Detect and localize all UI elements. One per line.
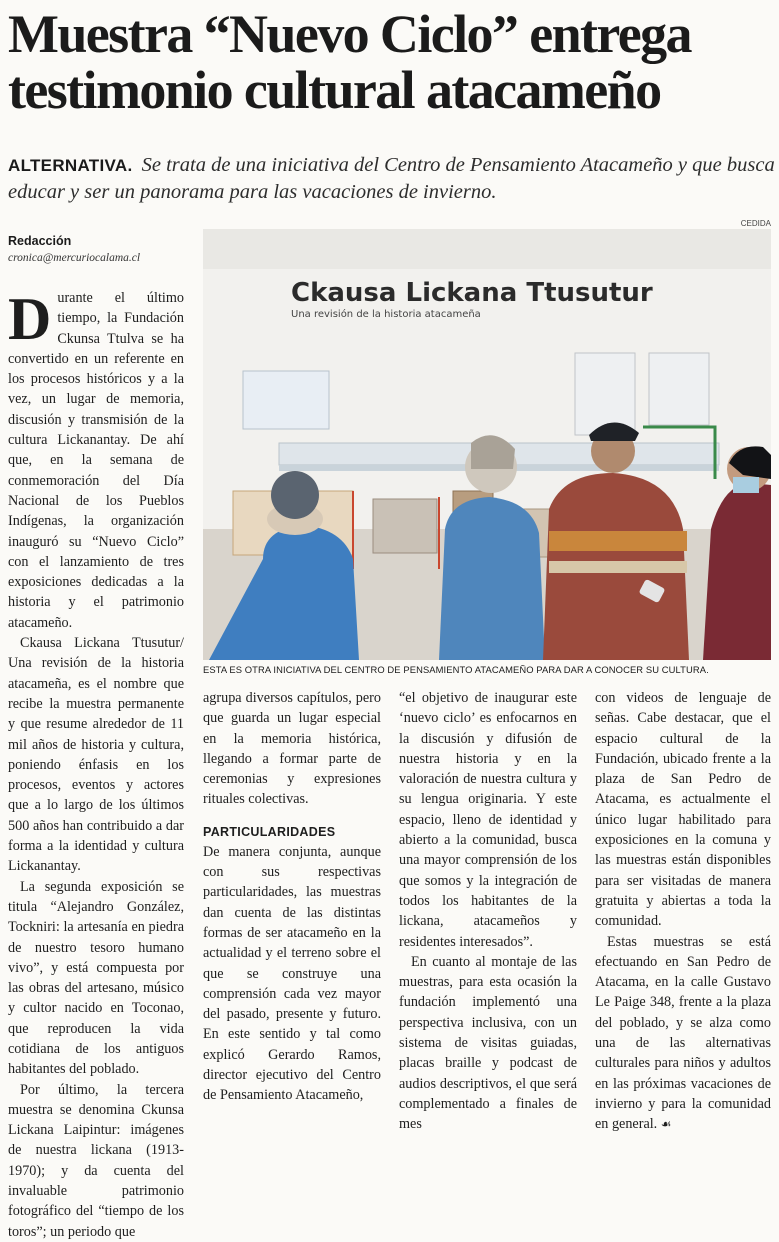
- drop-cap: D: [8, 286, 52, 352]
- paragraph-3: La segunda exposición se titula “Alejandro González, Tockniri: la artesanía en piedra de nuestro tesoro humano vivo”, y está compuesta por las obras del artesano, músico y cultor nacido en Toconao, que reproducen la vida cotidiana de los antiguos habitantes del poblado.: [8, 878, 184, 1078]
- byline-name: Redacción: [8, 234, 72, 248]
- paragraph-4-end: agrupa diversos capítulos, pero que guarda un lugar especial en la memoria histórica, llegando a formar parte de ceremonias y expresiones rituales colectivas.: [203, 690, 381, 808]
- paragraph-2: Ckausa Lickana Ttusutur/ Una revisión de la historia atacameña, es el nombre que recibe la muestra permanente y que resume alrededor de 11 mil años de historia y cultura, poniendo énfasis en los procesos, eventos y actores que a lo largo de los últimos 500 años han contribuido a dar forma a la identidad y cultura Lickanantay.: [8, 635, 184, 875]
- paragraph-6-end: con videos de lenguaje de señas. Cabe destacar, que el espacio cultural de la Fundación, ubicado frente a la plaza de San Pedro de Atacama, es actualmente el único lugar habilitado para exposiciones en la comuna y las muestras están disponibles para ser visitadas de manera gratuita y abiertas a toda la comunidad.: [595, 690, 771, 930]
- exhibition-photo: [203, 229, 771, 660]
- photo-credit: CEDIDA: [740, 219, 771, 228]
- wall-subtitle: Una revisión de la historia atacameña: [291, 309, 481, 320]
- paragraph-1: [8, 288, 184, 633]
- wall-title: Ckausa Lickana Ttusutur: [291, 278, 653, 308]
- article-column-3: [399, 688, 577, 1135]
- paragraph-7: [595, 932, 771, 1135]
- exhibition-photo-illustration: [203, 229, 771, 660]
- byline-email: cronica@mercuriocalama.cl: [8, 252, 141, 264]
- headline-line-1: Muestra “Nuevo Ciclo” entrega: [8, 4, 691, 64]
- subhead: PARTICULARIDADES: [203, 824, 336, 839]
- deck: [8, 152, 776, 206]
- paragraph-5-end: “el objetivo de inaugurar este ‘nuevo ciclo’ es enfocarnos en la discusión y difusión de nuestra historia y en la valoración de nuestra cultura y su lengua originaria. Y este espacio, lleno de identidad y abierto a la comunidad, busca una mayor comprensión de los que somos y la integración de todos los habitantes de la lickana, atacameños y residentes interesados”.: [399, 690, 577, 950]
- headline: [8, 6, 778, 118]
- article-column-4: [595, 688, 771, 1135]
- paragraph-5-start: De manera conjunta, aunque con sus respectivas particularidades, las muestras dan cuenta de las distintas formas de ser atacameño en la actualidad y el terreno sobre el que se construye una comprensión cada vez mayor del pasado, presente y futuro. En este sentido y tal como explicó Gerardo Ramos, director ejecutivo del Centro de Pensamiento Atacameño,: [203, 843, 381, 1104]
- paragraph-7-text: Estas muestras se está efectuando en San Pedro de Atacama, en la calle Gustavo Le Paige 348, frente a la plaza del poblado, y se alza como una de las alternativas culturales para niños y adultos en las próximas vacaciones de invierno y para la comunidad en general.: [595, 933, 771, 1133]
- article-column-1: [8, 288, 184, 1242]
- deck-kicker: ALTERNATIVA.: [8, 156, 133, 175]
- article-column-2: [203, 688, 381, 1106]
- paragraph-1-text: urante el último tiempo, la Fundación Ckunsa Ttulva se ha convertido en un referente en los procesos históricos y a la vez, un lugar de memoria, discusión y transmisión de la cultura Lickanantay. De ahí que, en la semana de conmemoración del Día Nacional de los Pueblos Indígenas, la organización inauguró su “Nuevo Ciclo” con el lanzamiento de tres exposiciones dedicadas a la historia y el patrimonio atacameño.: [8, 290, 184, 631]
- paragraph-6-start: En cuanto al montaje de las muestras, para esta ocasión la fundación implementó una perspectiva inclusiva, con un sistema de visitas guiadas, placas braille y podcast de audios descriptivos, el que será complementado a finales de mes: [399, 953, 577, 1133]
- headline-line-2: testimonio cultural atacameño: [8, 60, 661, 120]
- deck-text: Se trata de una iniciativa del Centro de Pensamiento Atacameño y que busca educar y ser un panorama para las vacaciones de invierno.: [8, 154, 775, 203]
- paragraph-4-start: Por último, la tercera muestra se denomina Ckunsa Lickana Laipintur: imágenes de nuestra lickana (1913-1970); y da cuenta del invaluable patrimonio fotográfico del “tiempo de los toros”; un periodo que: [8, 1081, 184, 1240]
- photo-caption: ESTA ES OTRA INICIATIVA DEL CENTRO DE PENSAMIENTO ATACAMEÑO PARA DAR A CONOCER SU CULTURA.: [203, 664, 709, 675]
- end-mark-icon: ☙: [660, 1117, 672, 1132]
